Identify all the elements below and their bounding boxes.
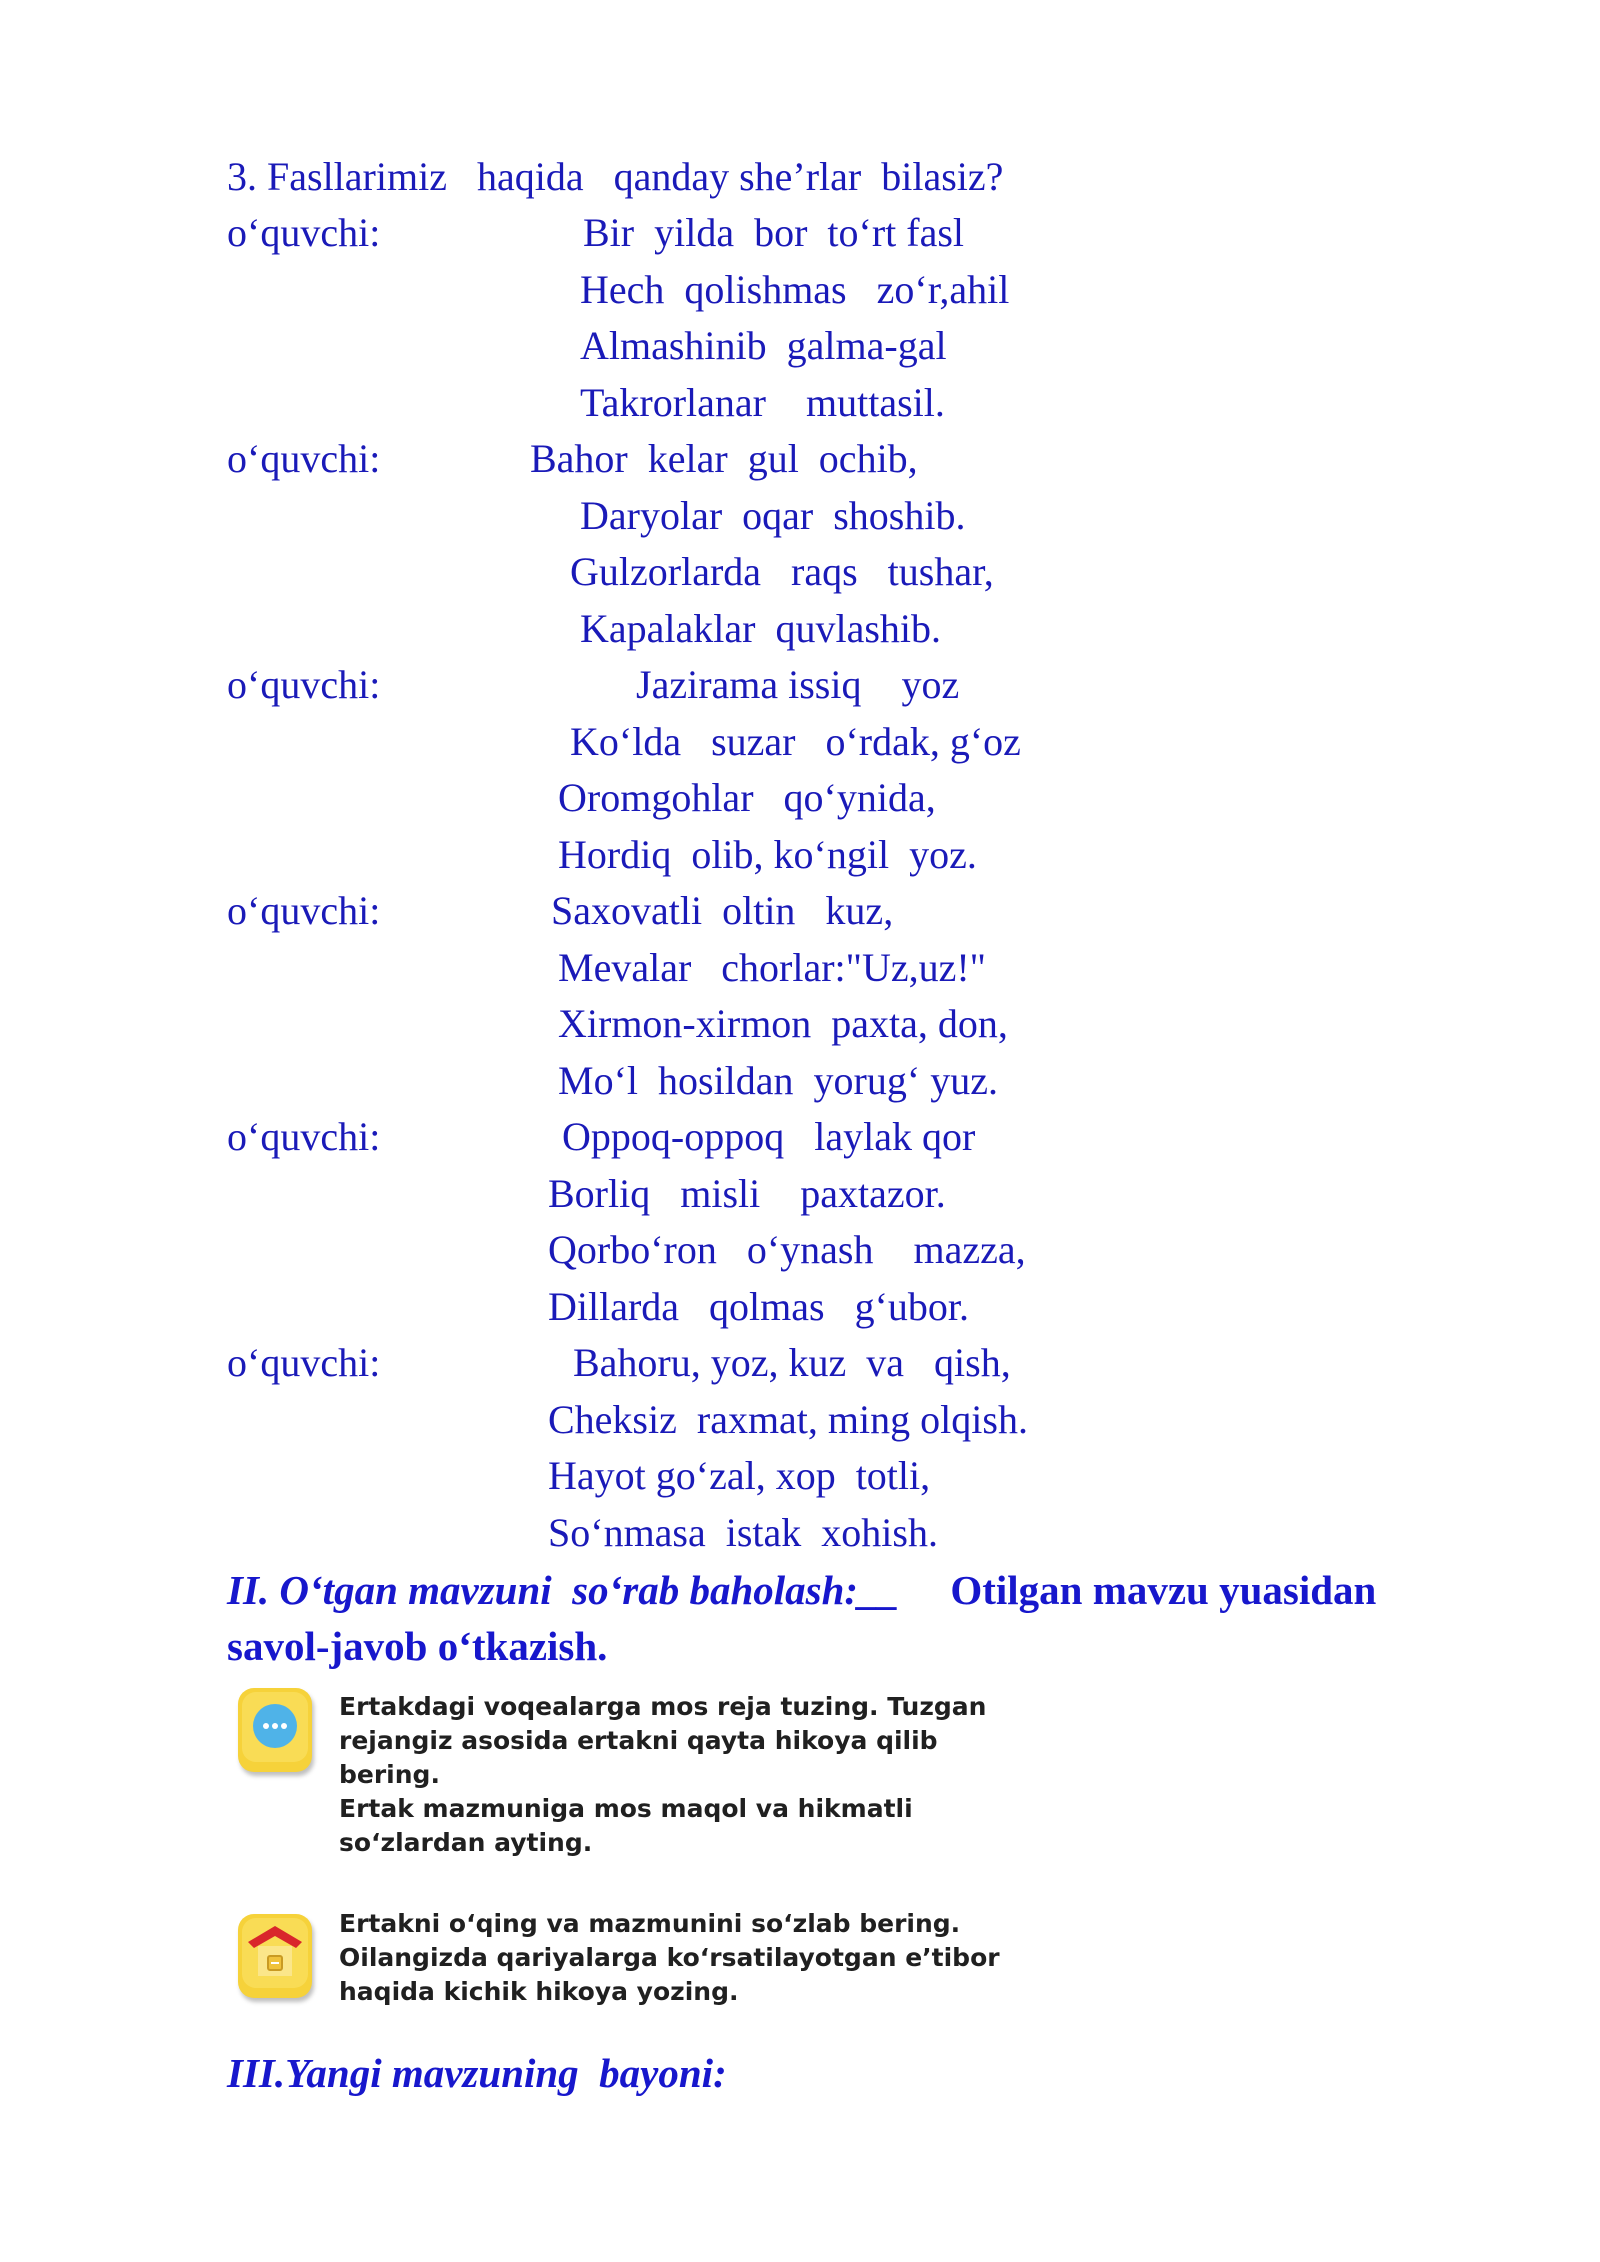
chat-bubble-icon: [238, 1688, 312, 1772]
speaker-label: o‘quvchi:: [227, 436, 381, 481]
poem-line: Oromgohlar qo‘ynida,: [558, 775, 936, 820]
section3-heading: III.Yangi mavzuning bayoni:: [227, 2050, 727, 2096]
poem-line: Mevalar chorlar:"Uz,uz!": [558, 945, 987, 990]
poem-line: Ko‘lda suzar o‘rdak, g‘oz: [570, 719, 1021, 764]
poem-line: Hayot go‘zal, xop totli,: [548, 1453, 931, 1498]
task-line: rejangiz asosida ertakni qayta hikoya qilib: [339, 1726, 938, 1755]
section2-heading: [227, 1565, 1376, 1615]
poem-line: Bahoru, yoz, kuz va qish,: [573, 1340, 1011, 1385]
speaker-label: o‘quvchi:: [227, 210, 381, 255]
poem-line: Mo‘l hosildan yorug‘ yuz.: [558, 1058, 998, 1103]
poem-line: Bahor kelar gul ochib,: [530, 436, 918, 481]
house-icon: [238, 1914, 312, 1998]
poem-line: Saxovatli oltin kuz,: [551, 888, 894, 933]
section2-rest: Otilgan mavzu yuasidan: [899, 1567, 1377, 1613]
poem-line: Hech qolishmas zo‘r,ahil: [580, 267, 1010, 312]
poem-line: Cheksiz raxmat, ming olqish.: [548, 1397, 1028, 1442]
task-line: Ertak mazmuniga mos maqol va hikmatli: [339, 1794, 913, 1823]
task-line: Oilangizda qariyalarga ko‘rsatilayotgan e’tibor: [339, 1943, 1000, 1972]
poem-line: Borliq misli paxtazor.: [548, 1171, 946, 1216]
poem-line: Dillarda qolmas g‘ubor.: [548, 1284, 970, 1329]
poem-line: So‘nmasa istak xohish.: [548, 1510, 938, 1555]
section2-heading-line2: savol-javob o‘tkazish.: [227, 1623, 608, 1669]
speaker-label: o‘quvchi:: [227, 1114, 381, 1159]
task-line: Ertakdagi voqealarga mos reja tuzing. Tuzgan: [339, 1692, 987, 1721]
task-line: Ertakni o‘qing va mazmunini so‘zlab bering.: [339, 1909, 961, 1938]
poem-line: Oppoq-oppoq laylak qor: [562, 1114, 976, 1159]
poem-line: Kapalaklar quvlashib.: [580, 606, 941, 651]
poem-line: Qorbo‘ron o‘ynash mazza,: [548, 1227, 1026, 1272]
poem-line: Hordiq olib, ko‘ngil yoz.: [558, 832, 977, 877]
poem-line: Daryolar oqar shoshib.: [580, 493, 966, 538]
task-line: so‘zlardan ayting.: [339, 1828, 593, 1857]
section2-italic: II. O‘tgan mavzuni so‘rab baholash:__: [227, 1567, 900, 1613]
task-line: bering.: [339, 1760, 440, 1789]
question-line: 3. Fasllarimiz haqida qanday she’rlar bilasiz?: [227, 154, 1004, 199]
poem-line: Xirmon-xirmon paxta, don,: [558, 1001, 1008, 1046]
poem-line: Bir yilda bor to‘rt fasl: [583, 210, 965, 255]
speaker-label: o‘quvchi:: [227, 888, 381, 933]
speaker-label: o‘quvchi:: [227, 662, 381, 707]
task-line: haqida kichik hikoya yozing.: [339, 1977, 739, 2006]
poem-line: Gulzorlarda raqs tushar,: [570, 549, 994, 594]
poem-line: Takrorlanar muttasil.: [580, 380, 945, 425]
speaker-label: o‘quvchi:: [227, 1340, 381, 1385]
poem-line: Jazirama issiq yoz: [636, 662, 960, 707]
poem-line: Almashinib galma-gal: [580, 323, 947, 368]
